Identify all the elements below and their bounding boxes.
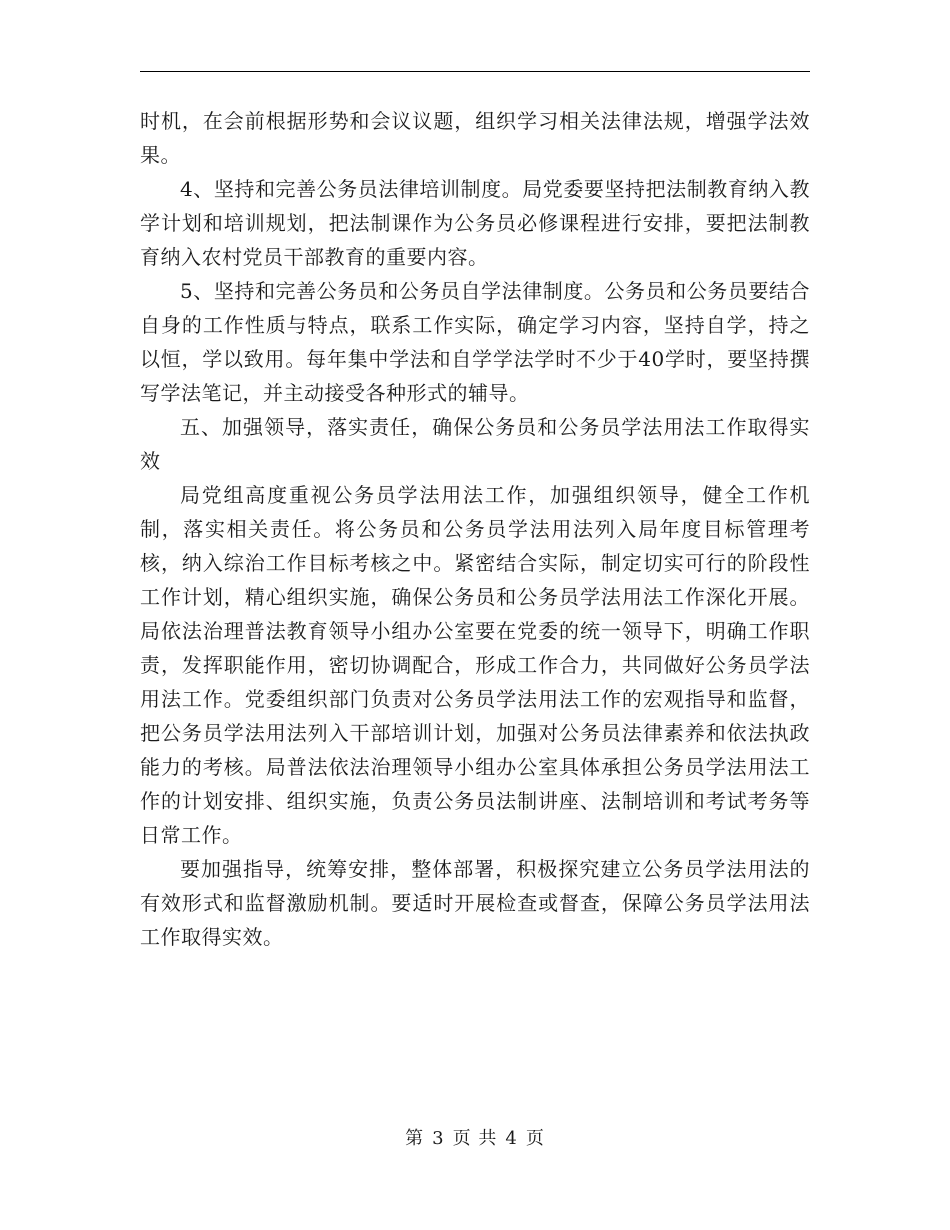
paragraph-3: 5、坚持和完善公务员和公务员自学法律制度。公务员和公务员要结合自身的工作性质与特点，联系工作实际，确定学习内容，坚持自学，持之以恒，学以致用。每年集中学法和自学学法学时不少于40学时，要坚持撰写学法笔记，并主动接受各种形式的辅导。 (140, 279, 810, 405)
paragraph-5: 局党组高度重视公务员学法用法工作，加强组织领导，健全工作机制，落实相关责任。将公务员和公务员学法用法列入局年度目标管理考核，纳入综治工作目标考核之中。紧密结合实际，制定切实可行的阶段性工作计划，精心组织实施，确保公务员和公务员学法用法工作深化开展。局依法治理普法教育领导小组办公室要在党委的统一领导下，明确工作职责，发挥职能作用，密切协调配合，形成工作合力，共同做好公务员学法用法工作。党委组织部门负责对公务员学法用法工作的宏观指导和监督，把公务员学法用法列入干部培训计划，加强对公务员法律素养和依法执政能力的考核。局普法依法治理领导小组办公室具体承担公务员学法用法工作的计划安排、组织实施，负责公务员法制讲座、法制培训和考试考务等日常工作。 (140, 483, 810, 847)
paragraph-1: 时机，在会前根据形势和会议议题，组织学习相关法律法规，增强学法效果。 (140, 109, 810, 167)
paragraph-2: 4、坚持和完善公务员法律培训制度。局党委要坚持把法制教育纳入教学计划和培训规划，把法制课作为公务员必修课程进行安排，要把法制教育纳入农村党员干部教育的重要内容。 (140, 177, 810, 269)
footer-middle: 页 共 (452, 1128, 498, 1149)
document-body (140, 104, 810, 954)
paragraph-6: 要加强指导，统筹安排，整体部署，积极探究建立公务员学法用法的有效形式和监督激励机制。要适时开展检查或督查，保障公务员学法用法工作取得实效。 (140, 857, 810, 949)
footer-suffix: 页 (525, 1128, 545, 1149)
footer-total-pages: 4 (505, 1128, 518, 1149)
section-heading-5: 五、加强领导，落实责任，确保公务员和公务员学法用法工作取得实效 (140, 415, 810, 473)
footer-current-page: 3 (432, 1128, 445, 1149)
page-footer (0, 1124, 950, 1150)
footer-prefix: 第 (405, 1128, 425, 1149)
header-rule (140, 71, 810, 72)
